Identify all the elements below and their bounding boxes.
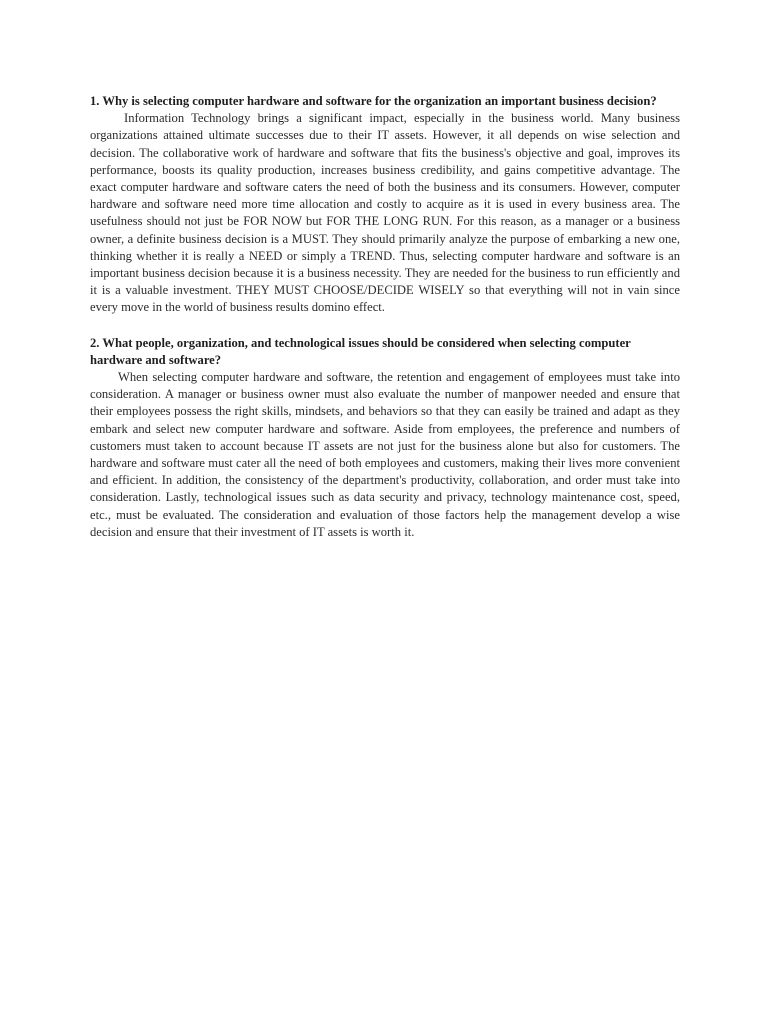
question-section-2 <box>90 335 680 541</box>
question-heading-2: 2. What people, organization, and technological issues should be considered when selecting computer hardware and software? <box>90 335 631 367</box>
document-body <box>90 93 680 541</box>
question-heading-1: 1. Why is selecting computer hardware and software for the organization an important business decision? <box>90 94 657 108</box>
section-spacer <box>90 317 680 335</box>
answer-paragraph-1: Information Technology brings a significant impact, especially in the business world. Many business organizations attained ultimate successes due to their IT assets. However, it all depends on wise selection and decision. The collaborative work of hardware and software that fits the business's objective and goal, improves its performance, boosts its quality production, increases business credibility, and gains competitive advantage. The exact computer hardware and software caters the need of both the business and its consumers. However, computer hardware and software need more time allocation and costly to acquire as it is used in every business area. The usefulness should not just be FOR NOW but FOR THE LONG RUN. For this reason, as a manager or a business owner, a definite business decision is a MUST. They should primarily analyze the purpose of embarking a new one, thinking whether it is really a NEED or simply a TREND. Thus, selecting computer hardware and software is an important business decision because it is a business necessity. They are needed for the business to run efficiently and it is a valuable investment. THEY MUST CHOOSE/DECIDE WISELY so that everything will not in vain since every move in the world of business results domino effect. <box>90 111 680 315</box>
question-section-1 <box>90 93 680 317</box>
answer-paragraph-2: When selecting computer hardware and software, the retention and engagement of employees must take into consideration. A manager or business owner must also evaluate the number of manpower needed and ensure that their employees possess the right skills, mindsets, and behaviors so that they can easily be trained and adapt as they embark and select new computer hardware and software. Aside from employees, the preference and numbers of customers must taken to account because IT assets are not just for the business alone but also for customers. The hardware and software must cater all the need of both employees and customers, making their lives more convenient and efficient. In addition, the consistency of the department's productivity, collaboration, and order must take into consideration. Lastly, technological issues such as data security and privacy, technology maintenance cost, speed, etc., must be evaluated. The consideration and evaluation of those factors help the management develop a wise decision and ensure that their investment of IT assets is worth it. <box>90 370 680 539</box>
